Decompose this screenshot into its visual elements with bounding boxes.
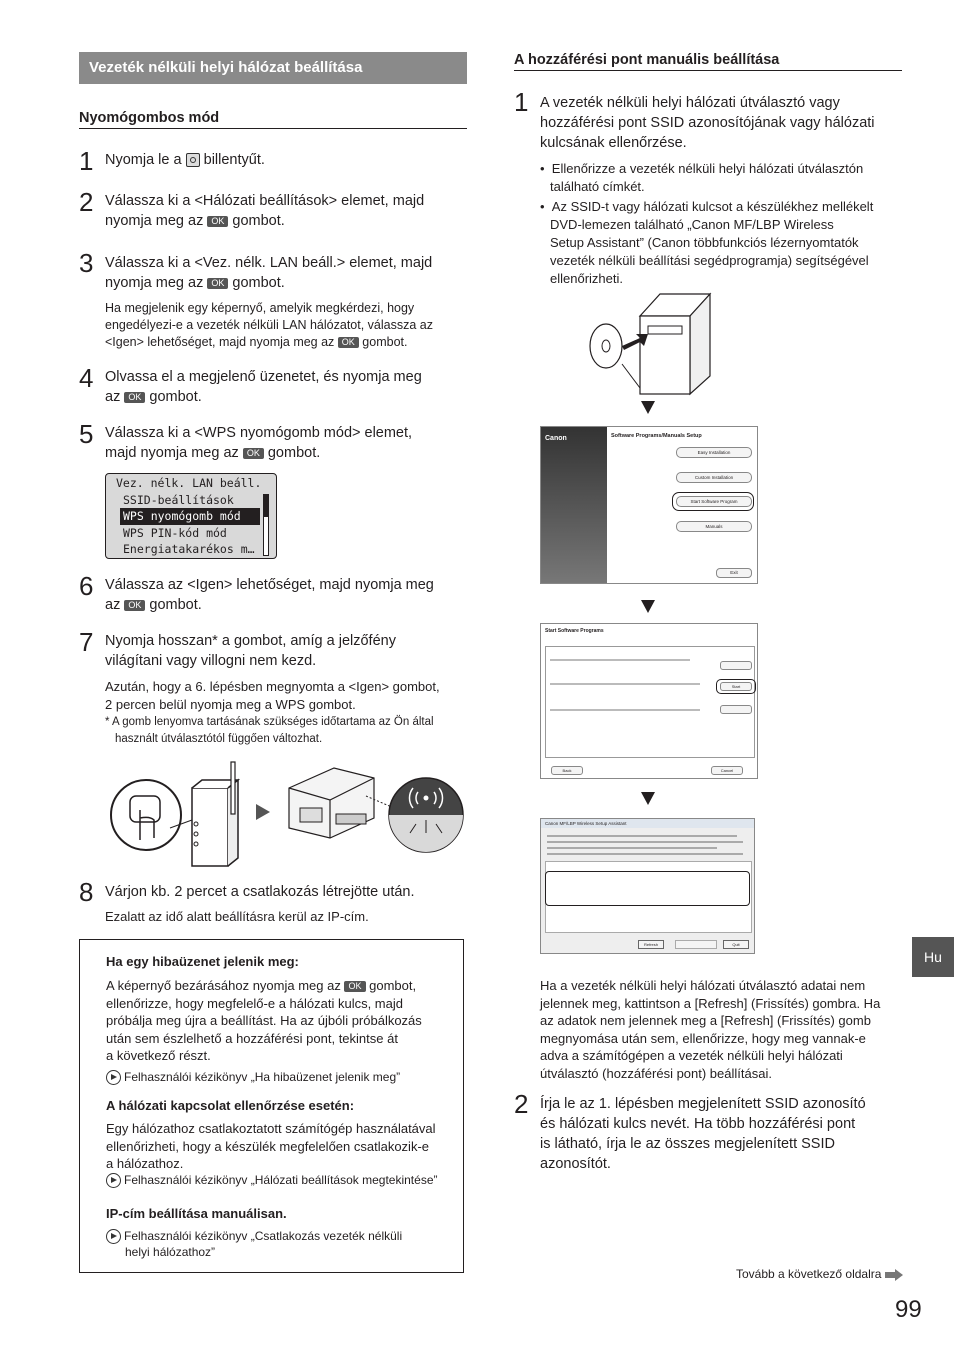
quit-button[interactable]: Quit [723, 940, 749, 949]
ok-key-icon: OK [207, 216, 228, 227]
reference-arrow-icon [106, 1173, 121, 1188]
step-7-note: Azután, hogy a 6. lépésben megnyomta a <Igen> gombot, 2 percen belül nyomja meg a WPS gombot. [105, 679, 440, 712]
ok-key-icon: OK [124, 600, 145, 611]
reference-arrow-icon [106, 1229, 121, 1244]
next-arrow-icon [885, 1269, 903, 1281]
start-programs-title: Start Software Programs [545, 628, 604, 634]
down-arrow-icon [641, 792, 655, 805]
language-tab: Hu [912, 937, 954, 977]
start-button[interactable]: Start [720, 682, 752, 691]
box-text-check: Egy hálózathoz csatlakoztatott számítógép használatával ellenőrizheti, hogy a készülék megfelelően csatlakozik-e a hálózathoz. [106, 1121, 436, 1171]
step-3-text: Válassza ki a <Vez. nélk. LAN beáll.> elemet, majd nyomja meg az OK gombot. [105, 255, 433, 291]
ok-key-icon: OK [124, 392, 145, 403]
lcd-scrollbar [263, 494, 269, 556]
step-number: 1 [79, 146, 94, 176]
lcd-item: Energiatakarékos m… [123, 542, 255, 557]
step-number: 7 [79, 627, 94, 657]
right-step-1-text: A vezeték nélküli helyi hálózati útválasztó vagy hozzáférési pont SSID azonosítójának vagy hálózati kulcsának ellenőrzése. [540, 95, 875, 151]
menu-key-icon [186, 153, 200, 167]
ok-key-icon: OK [207, 278, 228, 289]
start-software-program-button[interactable]: Start Software Program [676, 496, 752, 507]
canon-logo: Canon [545, 435, 567, 442]
ok-key-icon: OK [344, 981, 365, 992]
box-ref-error: Felhasználói kézikönyv „Ha hibaüzenet jelenik meg” [106, 1069, 400, 1085]
printer-icon [289, 768, 374, 838]
troubleshooting-box [79, 939, 464, 1273]
step-number: 2 [514, 1089, 529, 1119]
copy-key-button[interactable] [675, 940, 717, 949]
subhead-push-button-mode: Nyomógombos mód [79, 110, 467, 129]
page-number: 99 [895, 1296, 922, 1323]
refresh-button[interactable]: Refresh [638, 940, 664, 949]
program-list [545, 646, 755, 758]
step-1-text: Nyomja le a billentyűt. [105, 152, 265, 168]
back-button[interactable]: Back [551, 766, 583, 775]
step-number: 5 [79, 419, 94, 449]
installer-side-panel [541, 427, 607, 583]
box-heading-ip: IP-cím beállítása manuálisan. [106, 1206, 287, 1221]
custom-installation-button[interactable]: Custom Installation [676, 472, 752, 483]
easy-installation-button[interactable]: Easy Installation [676, 447, 752, 458]
wps-illustration [104, 758, 468, 868]
box-heading-check: A hálózati kapcsolat ellenőrzése esetén: [106, 1098, 355, 1113]
step-number: 4 [79, 363, 94, 393]
exit-button[interactable]: Exit [716, 568, 752, 578]
box-ref-check: Felhasználói kézikönyv „Hálózati beállítások megtekintése” [106, 1172, 437, 1188]
lcd-title: Vez. nélk. LAN beáll. [116, 476, 262, 490]
step-number: 3 [79, 248, 94, 278]
step-number: 2 [79, 187, 94, 217]
installer-title: Software Programs/Manuals Setup [611, 433, 702, 439]
step-number: 8 [79, 877, 94, 907]
right-step-2-text: Írja le az 1. lépésben megjelenített SSID azonosító és hálózati kulcs nevét. Ha több hozzáférési pont is látható, írja le az összes megjelenített SSID azonosítót. [540, 1096, 866, 1172]
lcd-item-selected: WPS nyomógomb mód [120, 508, 260, 525]
bullet-1: • Ellenőrizze a vezeték nélküli helyi hálózati útválasztón található címkét. [540, 161, 864, 194]
section-title: Vezeték nélküli helyi hálózat beállítása [79, 52, 467, 84]
assistant-title-bar: Canon MF/LBP Wireless Setup Assistant [541, 819, 754, 828]
step-7-text: Nyomja hosszan* a gombot, amíg a jelzőfény világítani vagy villogni nem kezd. [105, 633, 396, 669]
bullet-2: • Az SSID-t vagy hálózati kulcsot a készülékhez mellékelt DVD-lemezen található „Canon MF/LBP Wireless Setup Assistant” (Canon többfunkciós lézernyomtatók vezeték nélküli beállítási segédprogramja) segítségével ellenőrizheti. [540, 199, 874, 286]
step-3-note: Ha megjelenik egy képernyő, amelyik megkérdezi, hogy engedélyezi-e a vezeték nélküli LAN hálózatot, válassza az <Igen> lehetőséget, majd nyomja meg az OK gombot. [105, 301, 433, 349]
dvd-pc-illustration [582, 290, 712, 396]
step-7-footnote: * A gomb lenyomva tartásának szükséges időtartama az Ön által használt útválasztótól függően változhat. [105, 716, 434, 745]
down-arrow-icon [641, 600, 655, 613]
wps-indicator-icon [389, 778, 463, 852]
manuals-button[interactable]: Manuals [676, 521, 752, 532]
step-number: 6 [79, 571, 94, 601]
box-text-error: A képernyő bezárásához nyomja meg az OK gombot, ellenőrizze, hogy megfelelő-e a hálózati kulcs, majd próbálja meg újra a beállítást. Ha az újbóli próbálkozás után sem észlelhető a hozzáférési pont, tekintse át a következő részt. [106, 978, 422, 1063]
box-ref-ip: Felhasználói kézikönyv „Csatlakozás vezeték nélküli helyi hálózathoz” [106, 1228, 402, 1260]
ok-key-icon: OK [338, 337, 359, 348]
wireless-setup-assistant-screenshot [540, 818, 755, 954]
down-arrow-icon [641, 401, 655, 414]
cancel-button[interactable]: Cancel [711, 766, 743, 775]
lcd-item: SSID-beállítások [123, 492, 234, 507]
step-8-note: Ezalatt az idő alatt beállításra kerül az IP-cím. [105, 909, 369, 924]
refresh-note: Ha a vezeték nélküli helyi hálózati útválasztó adatai nem jelennek meg, kattintson a [Refresh] (Frissítés) gombra. Ha az adatok nem jelennek meg a [Refresh] (Frissítés) gomb megnyomása után sem, ellenőrizze, hogy meg vannak-e adva a számítógépen a vezeték nélküli helyi hálózati útválasztó (hozzáférési pont) beállításai. [540, 978, 881, 1081]
start-programs-screenshot [540, 623, 758, 779]
box-heading-error: Ha egy hibaüzenet jelenik meg: [106, 954, 299, 969]
arrow-icon [256, 804, 270, 820]
lcd-item: WPS PIN-kód mód [123, 525, 227, 540]
pc-tower-icon [640, 294, 710, 394]
router-icon [192, 762, 238, 866]
step-number: 1 [514, 87, 529, 117]
step-6-text: Válassza az <Igen> lehetőséget, majd nyomja meg az OK gombot. [105, 577, 434, 613]
next-page-link[interactable]: Tovább a következő oldalra [736, 1267, 903, 1281]
step-5-text: Válassza ki a <WPS nyomógomb mód> elemet, majd nyomja meg az OK gombot. [105, 425, 413, 461]
highlight-ring [545, 871, 750, 906]
subhead-manual-setup: A hozzáférési pont manuális beállítása [514, 52, 902, 71]
step-4-text: Olvassa el a megjelenő üzenetet, és nyomja meg az OK gombot. [105, 369, 422, 405]
step-8-text: Várjon kb. 2 percet a csatlakozás létrejötte után. [105, 884, 415, 900]
installer-screenshot [540, 426, 758, 584]
lcd-menu-screen [105, 473, 277, 559]
step-2-text: Válassza ki a <Hálózati beállítások> elemet, majd nyomja meg az OK gombot. [105, 193, 425, 229]
reference-arrow-icon [106, 1070, 121, 1085]
ok-key-icon: OK [243, 448, 264, 459]
dvd-disc-icon [590, 324, 622, 368]
